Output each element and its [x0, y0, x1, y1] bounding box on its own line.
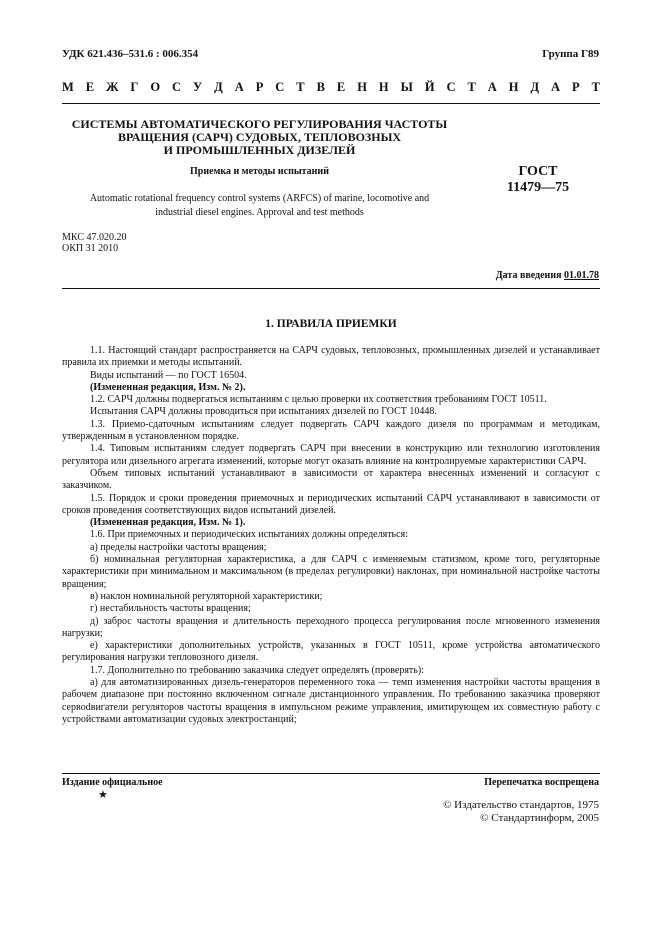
title-line: СИСТЕМЫ АВТОМАТИЧЕСКОГО РЕГУЛИРОВАНИЯ ЧАСТОТЫ [71, 117, 448, 131]
paragraph: Объем типовых испытаний устанавливают в зависимости от характера внесенных изменений и согласуют с заказчиком. [62, 467, 600, 492]
list-item: в) наклон номинальной регуляторной характеристики; [90, 590, 323, 602]
paragraph: Виды испытаний — по ГОСТ 16504. [90, 369, 247, 381]
amendment-note: (Измененная редакция, Изм. № 1). [90, 517, 246, 529]
paragraph: 1.7. Дополнительно по требованию заказчика следует определять (проверять): [90, 664, 424, 676]
standard-banner: М Е Ж Г О С У Д А Р С Т В Е Н Н Ы Й С Т А Н Д А Р Т [62, 80, 600, 94]
star-icon: ★ [98, 789, 108, 801]
body-text [62, 345, 600, 726]
english-title [62, 192, 457, 220]
amendment-note: (Измененная редакция, Изм. № 2). [90, 381, 246, 393]
copyright-line: © Издательство стандартов, 1975 [443, 799, 599, 811]
group-code: Группа Г89 [542, 48, 599, 60]
english-title-line: industrial diesel engines. Approval and test methods [155, 207, 364, 218]
paragraph: 1.5. Порядок и сроки проведения приемочных и периодических испытаний САРЧ устанавливают в зависимости от сроков проведения соответствующих видов испытаний дизелей. [62, 492, 600, 516]
paragraph: 1.4. Типовым испытаниям следует подвергать САРЧ при внесении в конструкцию или технологию изготовления регулятора или дизельного агрегата изменений, которые могут оказать влияние на контролируемые характеристики САРЧ. [62, 443, 600, 467]
footer-rule [62, 773, 600, 774]
english-title-line: Automatic rotational frequency control systems (ARFCS) of marine, locomotive and [89, 193, 430, 204]
document-title [62, 118, 457, 157]
list-item: д) заброс частоты вращения и длительность переходного процесса регулирования после мгновенного изменения нагрузки; [62, 615, 600, 639]
paragraph: 1.6. При приемочных и периодических испытаниях должны определяться: [90, 529, 408, 541]
copyright-line: © Стандартинформ, 2005 [480, 812, 599, 824]
okp-code: ОКП 31 2010 [62, 243, 119, 254]
gost-number: 11479—75 [506, 180, 570, 195]
list-item: г) нестабильность частоты вращения; [90, 603, 251, 615]
title-line: И ПРОМЫШЛЕННЫХ ДИЗЕЛЕЙ [163, 143, 356, 157]
classification-codes [62, 232, 126, 254]
document-subtitle: Приемка и методы испытаний [190, 166, 329, 177]
intro-date-value: 01.01.78 [564, 270, 599, 281]
gost-designation [483, 164, 593, 196]
section-title: 1. ПРАВИЛА ПРИЕМКИ [265, 318, 397, 330]
intro-date-label: Дата введения [495, 270, 562, 281]
udk-code: УДК 621.436–531.6 : 006.354 [62, 48, 199, 60]
date-rule [62, 288, 600, 289]
intro-date [496, 270, 599, 281]
paragraph: 1.2. САРЧ должны подвергаться испытаниям с целью проверки их соответствия требованиям ГОСТ 10511. [90, 394, 547, 406]
official-edition: Издание официальное [62, 777, 163, 788]
gost-label: ГОСТ [518, 164, 558, 179]
list-item: а) пределы настройки частоты вращения; [90, 541, 267, 553]
list-item: а) для автоматизированных дизель-генераторов переменного тока — темп изменения настройки частоты вращения в рабочем диапазоне при постоянно включенном сигнале дистанционного управления. По требованию заказчика проверяют сервodвигатели регуляторов частоты вращения в импульсном режиме управления, имитирующем их совместную работу с устройствами автоматизации судовых электростанций; [62, 677, 600, 725]
reprint-prohibited: Перепечатка воспрещена [484, 777, 599, 788]
banner-rule [62, 103, 600, 104]
paragraph: 1.1. Настоящий стандарт распространяется на САРЧ судовых, тепловозных, промышленных дизелей и устанавливает правила их приемки и методы испытаний. [62, 345, 600, 369]
title-line: ВРАЩЕНИЯ (САРЧ) СУДОВЫХ, ТЕПЛОВОЗНЫХ [117, 130, 402, 144]
paragraph: Испытания САРЧ должны проводиться при испытаниях дизелей по ГОСТ 10448. [90, 406, 437, 418]
paragraph: 1.3. Приемо-сдаточным испытаниям следует подвергать САРЧ каждого дизеля по программам и методикам, утвержденным в установленном порядке. [62, 418, 600, 443]
copyright [443, 799, 599, 825]
list-item: б) номинальная регуляторная характеристика, а для САРЧ с изменяемым статизмом, кроме того, регуляторные характеристики при минимальном и максимальном (в пределах регулировки) наклонах, при номинальной настройке частоты вращения; [62, 554, 600, 590]
list-item: е) характеристики дополнительных устройств, указанных в ГОСТ 10511, кроме устройства автоматического регулирования нагрузки тепловозного дизеля. [62, 640, 600, 664]
mks-code: МКС 47.020.20 [62, 232, 127, 243]
